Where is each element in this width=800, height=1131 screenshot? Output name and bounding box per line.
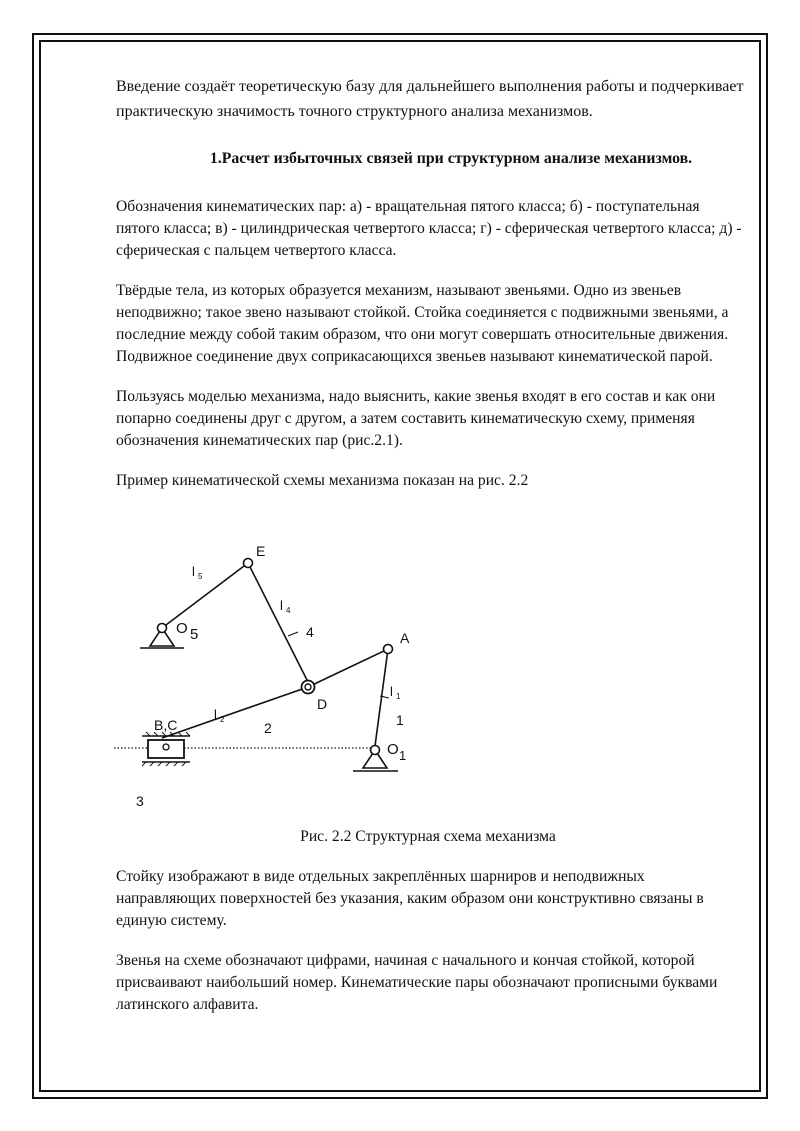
link-d-a (308, 649, 388, 687)
paragraph-numbering: Звенья на схеме обозначают цифрами, начиная с начального и кончая стойкой, которой присваивают наибольший номер. Кинематические пары обозначают прописными буквами латинского алфавита. (116, 952, 718, 1013)
label-link-2: 2 (264, 720, 272, 736)
label-o1: O (387, 741, 399, 758)
label-bc: B,C (154, 717, 178, 733)
label-l5: l (192, 564, 195, 579)
label-link-1: 1 (396, 712, 404, 728)
label-l2-sub: 2 (220, 715, 225, 724)
label-o5: O (176, 620, 188, 637)
label-l2: l (214, 707, 217, 722)
label-o1-sub: 1 (399, 748, 407, 763)
intro-paragraph: Введение создаёт теоретическую базу для дальнейшего выполнения работы и подчеркивает практическую значимость точного структурного анализа механизмов. (116, 78, 744, 120)
label-a: A (400, 630, 410, 646)
label-link-4: 4 (306, 624, 314, 640)
link-o5-e (162, 563, 248, 628)
label-e: E (256, 543, 266, 559)
label-l5-sub: 5 (198, 572, 203, 581)
paragraph-kinematic-pairs: Обозначения кинематических пар: а) - вращательная пятого класса; б) - поступательная пятого класса; в) - цилиндрическая четвертого класса; г) - сферическая четвертого класса; д) - сферическая с пальцем четвертого класса. (116, 198, 742, 259)
joint-e (244, 559, 253, 568)
link-e-d (248, 563, 308, 682)
figure-caption: Рис. 2.2 Структурная схема механизма (300, 828, 556, 845)
paragraph-frame: Стойку изображают в виде отдельных закреплённых шарниров и неподвижных направляющих поверхностей без указания, каким образом они конструктивно связаны в единую систему. (116, 868, 704, 929)
document-body-lower (116, 866, 746, 1016)
paragraph-links: Твёрдые тела, из которых образуется механизм, называют звеньями. Одно из звеньев неподвижно; такое звено называют стойкой. Стойка соединяется с подвижными звеньями, а последние между собой таким образом, что они могут совершать относительные движения. Подвижное соединение двух соприкасающихся звеньев называют кинематической парой. (116, 282, 729, 365)
mechanism-diagram (110, 536, 530, 826)
label-l1-sub: 1 (396, 692, 401, 701)
label-l1: l (390, 684, 393, 699)
document-body (116, 74, 746, 492)
joint-b (163, 744, 169, 750)
paragraph-model: Пользуясь моделью механизма, надо выяснить, какие звенья входят в его состав и как они попарно соединены друг с другом, а затем составить кинематическую схему, применяя обозначения кинематических пар (рис.2.1). (116, 388, 716, 449)
label-d: D (317, 696, 328, 712)
label-o5-sub: 5 (190, 626, 199, 643)
joint-o1 (371, 746, 380, 755)
section-heading: 1.Расчет избыточных связей при структурном анализе механизмов. (209, 150, 693, 167)
label-l4: l (280, 598, 283, 613)
link-b-d (162, 687, 308, 738)
joint-a (384, 645, 393, 654)
joint-d-inner (305, 684, 311, 690)
paragraph-example: Пример кинематической схемы механизма показан на рис. 2.2 (116, 472, 529, 489)
label-link-3: 3 (136, 793, 144, 809)
joint-o5 (158, 624, 167, 633)
label-l4-sub: 4 (286, 606, 291, 615)
